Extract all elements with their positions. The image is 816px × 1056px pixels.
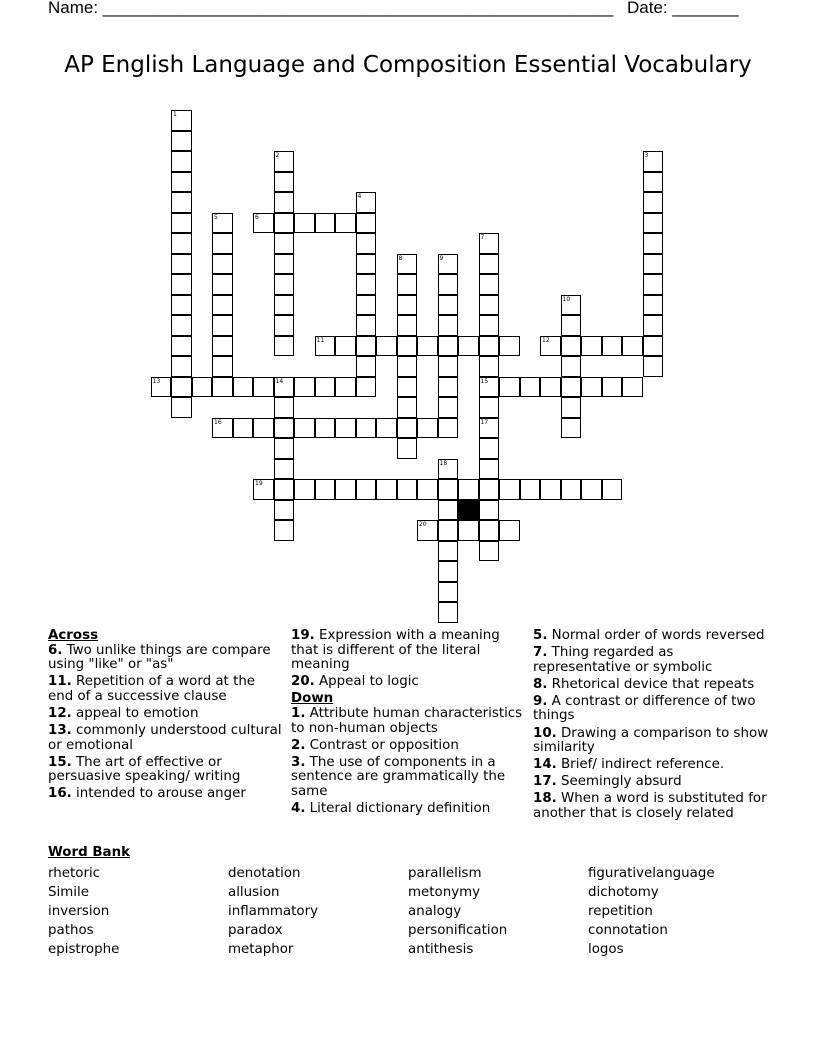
crossword-cell[interactable] [315, 336, 336, 357]
crossword-cell[interactable] [438, 397, 459, 418]
blocked-cell [458, 500, 479, 521]
crossword-cell[interactable] [540, 336, 561, 357]
crossword-cell[interactable] [438, 418, 459, 439]
crossword-cell[interactable] [274, 295, 295, 316]
crossword-cell[interactable] [438, 479, 459, 500]
crossword-cell[interactable] [561, 356, 582, 377]
crossword-cell[interactable] [581, 336, 602, 357]
crossword-cell[interactable] [335, 336, 356, 357]
crossword-cell[interactable] [356, 336, 377, 357]
clue-number: 18 [439, 459, 448, 467]
word-bank-item: inversion [48, 904, 110, 919]
crossword-cell[interactable] [253, 213, 274, 234]
name-line[interactable]: Name: ______________________________________________________ [48, 0, 614, 17]
crossword-cell[interactable] [171, 192, 192, 213]
crossword-cell[interactable] [212, 418, 233, 439]
crossword-cell[interactable] [643, 233, 664, 254]
crossword-cell[interactable] [438, 336, 459, 357]
crossword-cell[interactable] [356, 233, 377, 254]
crossword-cell[interactable] [274, 500, 295, 521]
crossword-cell[interactable] [458, 479, 479, 500]
crossword-cell[interactable] [376, 418, 397, 439]
crossword-cell[interactable] [438, 582, 459, 603]
crossword-cell[interactable] [417, 336, 438, 357]
crossword-cell[interactable] [479, 336, 500, 357]
crossword-cell[interactable] [356, 192, 377, 213]
crossword-cell[interactable] [171, 397, 192, 418]
clue-across-20: 20. Appeal to logic [291, 674, 419, 690]
crossword-cell[interactable] [335, 213, 356, 234]
word-bank-item: antithesis [408, 942, 474, 957]
crossword-cell[interactable] [274, 418, 295, 439]
crossword-cell[interactable] [212, 274, 233, 295]
crossword-cell[interactable] [171, 151, 192, 172]
crossword-cell[interactable] [335, 418, 356, 439]
crossword-cell[interactable] [212, 213, 233, 234]
crossword-cell[interactable] [356, 356, 377, 377]
word-bank-column-2 [228, 864, 318, 959]
clue-down-8: 8. Rhetorical device that repeats [533, 676, 755, 692]
word-bank-column-1 [48, 864, 119, 959]
crossword-cell[interactable] [479, 274, 500, 295]
crossword-cell[interactable] [438, 561, 459, 582]
crossword-cell[interactable] [479, 295, 500, 316]
clue-across-11: 11. Repetition of a word at the end of a successive clause [48, 674, 256, 704]
crossword-cell[interactable] [540, 377, 561, 398]
crossword-cell[interactable] [417, 520, 438, 541]
crossword-cell[interactable] [274, 377, 295, 398]
clues-column-3 [533, 629, 773, 824]
clue-number: 8 [398, 254, 403, 262]
crossword-cell[interactable] [274, 520, 295, 541]
clue-down-9: 9. A contrast or difference of two things [533, 693, 756, 724]
clue-number: 9 [439, 254, 444, 262]
crossword-cell[interactable] [212, 254, 233, 275]
crossword-cell[interactable] [499, 336, 520, 357]
word-bank-item: analogy [408, 904, 462, 919]
word-bank-item: allusion [228, 885, 280, 900]
crossword-cell[interactable] [212, 356, 233, 377]
crossword-cell[interactable] [643, 254, 664, 275]
crossword-cell[interactable] [438, 274, 459, 295]
crossword-cell[interactable] [643, 151, 664, 172]
word-bank-item: Simile [48, 885, 89, 900]
crossword-cell[interactable] [643, 295, 664, 316]
clue-down-5: 5. Normal order of words reversed [533, 628, 765, 643]
crossword-cell[interactable] [274, 336, 295, 357]
clue-number: 17 [480, 418, 489, 426]
crossword-cell[interactable] [356, 377, 377, 398]
crossword-cell[interactable] [540, 479, 561, 500]
crossword-cell[interactable] [438, 356, 459, 377]
crossword-cell[interactable] [561, 397, 582, 418]
clue-down-18: 18. When a word is substituted for another that is closely related [533, 791, 767, 822]
clue-number: 11 [316, 336, 325, 344]
clue-across-15: 15. The art of effective or persuasive speaking/ writing [48, 754, 241, 785]
crossword-cell[interactable] [479, 541, 500, 562]
crossword-cell[interactable] [233, 418, 254, 439]
crossword-cell[interactable] [479, 397, 500, 418]
crossword-cell[interactable] [438, 520, 459, 541]
crossword-cell[interactable] [397, 356, 418, 377]
crossword-cell[interactable] [499, 479, 520, 500]
clue-number: 4 [357, 193, 362, 200]
clue-number: 19 [255, 480, 263, 487]
crossword-cell[interactable] [274, 397, 295, 418]
crossword-cell[interactable] [274, 233, 295, 254]
crossword-cell[interactable] [458, 520, 479, 541]
clues-column-1 [48, 629, 284, 805]
word-bank-item: denotation [228, 866, 301, 881]
crossword-cell[interactable] [479, 377, 500, 398]
crossword-cell[interactable] [171, 254, 192, 275]
crossword-cell[interactable] [643, 315, 664, 336]
crossword-cell[interactable] [561, 418, 582, 439]
crossword-cell[interactable] [602, 479, 623, 500]
crossword-cell[interactable] [622, 336, 643, 357]
crossword-cell[interactable] [356, 479, 377, 500]
crossword-cell[interactable] [438, 500, 459, 521]
crossword-cell[interactable] [581, 377, 602, 398]
crossword-cell[interactable] [274, 315, 295, 336]
word-bank-item: figurativelanguage [588, 866, 715, 881]
crossword-cell[interactable] [499, 520, 520, 541]
clue-down-7: 7. Thing regarded as representative or symbolic [533, 645, 713, 675]
clue-number: 12 [542, 336, 550, 344]
crossword-cell[interactable] [581, 479, 602, 500]
clue-number: 13 [152, 377, 161, 385]
word-bank-title: Word Bank [48, 845, 131, 860]
word-bank-item: personification [408, 923, 508, 938]
crossword-cell[interactable] [397, 336, 418, 357]
crossword-cell[interactable] [294, 418, 315, 439]
crossword-cell[interactable] [253, 479, 274, 500]
crossword-cell[interactable] [171, 233, 192, 254]
crossword-cell[interactable] [417, 479, 438, 500]
crossword-cell[interactable] [315, 418, 336, 439]
crossword-cell[interactable] [171, 315, 192, 336]
crossword-cell[interactable] [294, 213, 315, 234]
crossword-cell[interactable] [438, 315, 459, 336]
crossword-cell[interactable] [438, 377, 459, 398]
clue-down-17: 17. Seemingly absurd [533, 774, 682, 790]
word-bank-item: paradox [228, 923, 283, 938]
word-bank-item: dichotomy [588, 885, 659, 900]
crossword-cell[interactable] [294, 377, 315, 398]
crossword-cell[interactable] [479, 500, 500, 521]
crossword-cell[interactable] [438, 541, 459, 562]
clue-across-12: 12. appeal to emotion [48, 705, 199, 721]
word-bank-column-3 [408, 864, 507, 959]
crossword-cell[interactable] [479, 356, 500, 377]
crossword-cell[interactable] [171, 131, 192, 152]
crossword-cell[interactable] [335, 479, 356, 500]
clue-number: 15 [480, 377, 489, 385]
crossword-cell[interactable] [274, 254, 295, 275]
crossword-cell[interactable] [274, 459, 295, 480]
crossword-cell[interactable] [356, 295, 377, 316]
crossword-cell[interactable] [212, 336, 233, 357]
crossword-cell[interactable] [171, 295, 192, 316]
clue-down-3: 3. The use of components in a sentence are grammatically the same [291, 754, 506, 799]
clue-down-10: 10. Drawing a comparison to show similarity [533, 725, 769, 756]
crossword-cell[interactable] [192, 377, 213, 398]
crossword-cell[interactable] [438, 459, 459, 480]
clue-number: 16 [214, 418, 222, 426]
crossword-cell[interactable] [397, 254, 418, 275]
clue-number: 14 [275, 377, 284, 385]
clue-down-14: 14. Brief/ indirect reference. [533, 757, 725, 773]
crossword-cell[interactable] [376, 336, 397, 357]
crossword-cell[interactable] [397, 418, 418, 439]
crossword-cell[interactable] [561, 377, 582, 398]
word-bank-item: logos [588, 942, 624, 957]
crossword-cell[interactable] [561, 479, 582, 500]
crossword-cell[interactable] [171, 336, 192, 357]
clue-number: 2 [275, 152, 280, 159]
crossword-cell[interactable] [417, 418, 438, 439]
crossword-cell[interactable] [376, 479, 397, 500]
crossword-cell[interactable] [561, 336, 582, 357]
clue-down-1: 1. Attribute human characteristics to non-human objects [291, 705, 523, 736]
crossword-cell[interactable] [212, 315, 233, 336]
crossword-cell[interactable] [643, 356, 664, 377]
crossword-cell[interactable] [520, 479, 541, 500]
date-line[interactable]: Date: _______ [627, 0, 739, 17]
crossword-cell[interactable] [479, 520, 500, 541]
clue-number: 20 [419, 521, 427, 528]
crossword-cell[interactable] [479, 233, 500, 254]
crossword-cell[interactable] [294, 479, 315, 500]
crossword-cell[interactable] [274, 172, 295, 193]
crossword-cell[interactable] [499, 377, 520, 398]
crossword-cell[interactable] [356, 418, 377, 439]
crossword-cell[interactable] [479, 315, 500, 336]
crossword-cell[interactable] [643, 192, 664, 213]
crossword-cell[interactable] [356, 254, 377, 275]
crossword-cell[interactable] [561, 295, 582, 316]
crossword-cell[interactable] [561, 315, 582, 336]
crossword-cell[interactable] [479, 479, 500, 500]
word-bank-item: inflammatory [228, 904, 319, 919]
crossword-cell[interactable] [253, 418, 274, 439]
word-bank-item: repetition [588, 904, 653, 919]
crossword-cell[interactable] [356, 213, 377, 234]
crossword-cell[interactable] [397, 397, 418, 418]
clue-across-13: 13. commonly understood cultural or emotional [48, 723, 282, 753]
crossword-cell[interactable] [643, 274, 664, 295]
crossword-cell[interactable] [335, 377, 356, 398]
word-bank-item: pathos [48, 923, 94, 938]
crossword-cell[interactable] [274, 213, 295, 234]
clue-number: 5 [214, 213, 218, 221]
crossword-cell[interactable] [315, 213, 336, 234]
crossword-cell[interactable] [212, 233, 233, 254]
crossword-cell[interactable] [274, 479, 295, 500]
crossword-cell[interactable] [356, 315, 377, 336]
word-bank-item: metonymy [408, 885, 481, 900]
crossword-cell[interactable] [397, 315, 418, 336]
crossword-cell[interactable] [274, 151, 295, 172]
crossword-cell[interactable] [643, 172, 664, 193]
clue-across-6: 6. Two unlike things are compare using "like" or "as" [48, 642, 271, 673]
crossword-cell[interactable] [479, 438, 500, 459]
clue-down-2: 2. Contrast or opposition [291, 737, 459, 753]
crossword-cell[interactable] [171, 377, 192, 398]
crossword-cell[interactable] [602, 336, 623, 357]
crossword-cell[interactable] [438, 254, 459, 275]
clue-across-19: 19. Expression with a meaning that is different of the literal meaning [291, 628, 500, 673]
crossword-cell[interactable] [397, 274, 418, 295]
crossword-cell[interactable] [397, 295, 418, 316]
crossword-cell[interactable] [171, 213, 192, 234]
crossword-cell[interactable] [397, 479, 418, 500]
word-bank-item: metaphor [228, 942, 294, 957]
crossword-cell[interactable] [274, 192, 295, 213]
crossword-cell[interactable] [520, 377, 541, 398]
word-bank-item: epistrophe [48, 942, 120, 957]
crossword-cell[interactable] [643, 336, 664, 357]
crossword-cell[interactable] [151, 377, 172, 398]
crossword-cell[interactable] [397, 377, 418, 398]
crossword-cell[interactable] [622, 377, 643, 398]
crossword-cell[interactable] [212, 377, 233, 398]
word-bank-item: parallelism [408, 866, 482, 881]
crossword-cell[interactable] [479, 254, 500, 275]
clue-number: 3 [644, 152, 649, 159]
crossword-cell[interactable] [171, 110, 192, 131]
crossword-cell[interactable] [274, 438, 295, 459]
crossword-cell[interactable] [274, 274, 295, 295]
crossword-cell[interactable] [438, 295, 459, 316]
crossword-cell[interactable] [397, 438, 418, 459]
crossword-cell[interactable] [233, 377, 254, 398]
clue-number: 10 [562, 295, 571, 303]
crossword-cell[interactable] [356, 274, 377, 295]
across-heading: Across [48, 628, 99, 643]
clue-number: 7 [480, 234, 485, 241]
crossword-cell[interactable] [171, 356, 192, 377]
crossword-cell[interactable] [171, 172, 192, 193]
down-heading: Down [291, 691, 334, 707]
crossword-cell[interactable] [315, 377, 336, 398]
crossword-cell[interactable] [602, 377, 623, 398]
clue-number: 1 [173, 111, 177, 118]
clue-number: 6 [255, 213, 259, 221]
crossword-cell[interactable] [643, 213, 664, 234]
crossword-cell[interactable] [479, 418, 500, 439]
crossword-cell[interactable] [253, 377, 274, 398]
word-bank-item: connotation [588, 923, 668, 938]
word-bank-column-4 [588, 864, 715, 959]
crossword-cell[interactable] [438, 602, 459, 623]
word-bank-item: rhetoric [48, 866, 101, 881]
crossword-cell[interactable] [458, 336, 479, 357]
crossword-cell[interactable] [315, 479, 336, 500]
clues-column-2 [291, 629, 527, 819]
clue-across-16: 16. intended to arouse anger [48, 786, 246, 802]
page-title: AP English Language and Composition Essential Vocabulary [64, 52, 752, 78]
crossword-cell[interactable] [479, 459, 500, 480]
crossword-cell[interactable] [212, 295, 233, 316]
clue-down-4: 4. Literal dictionary definition [291, 801, 491, 817]
crossword-cell[interactable] [171, 274, 192, 295]
